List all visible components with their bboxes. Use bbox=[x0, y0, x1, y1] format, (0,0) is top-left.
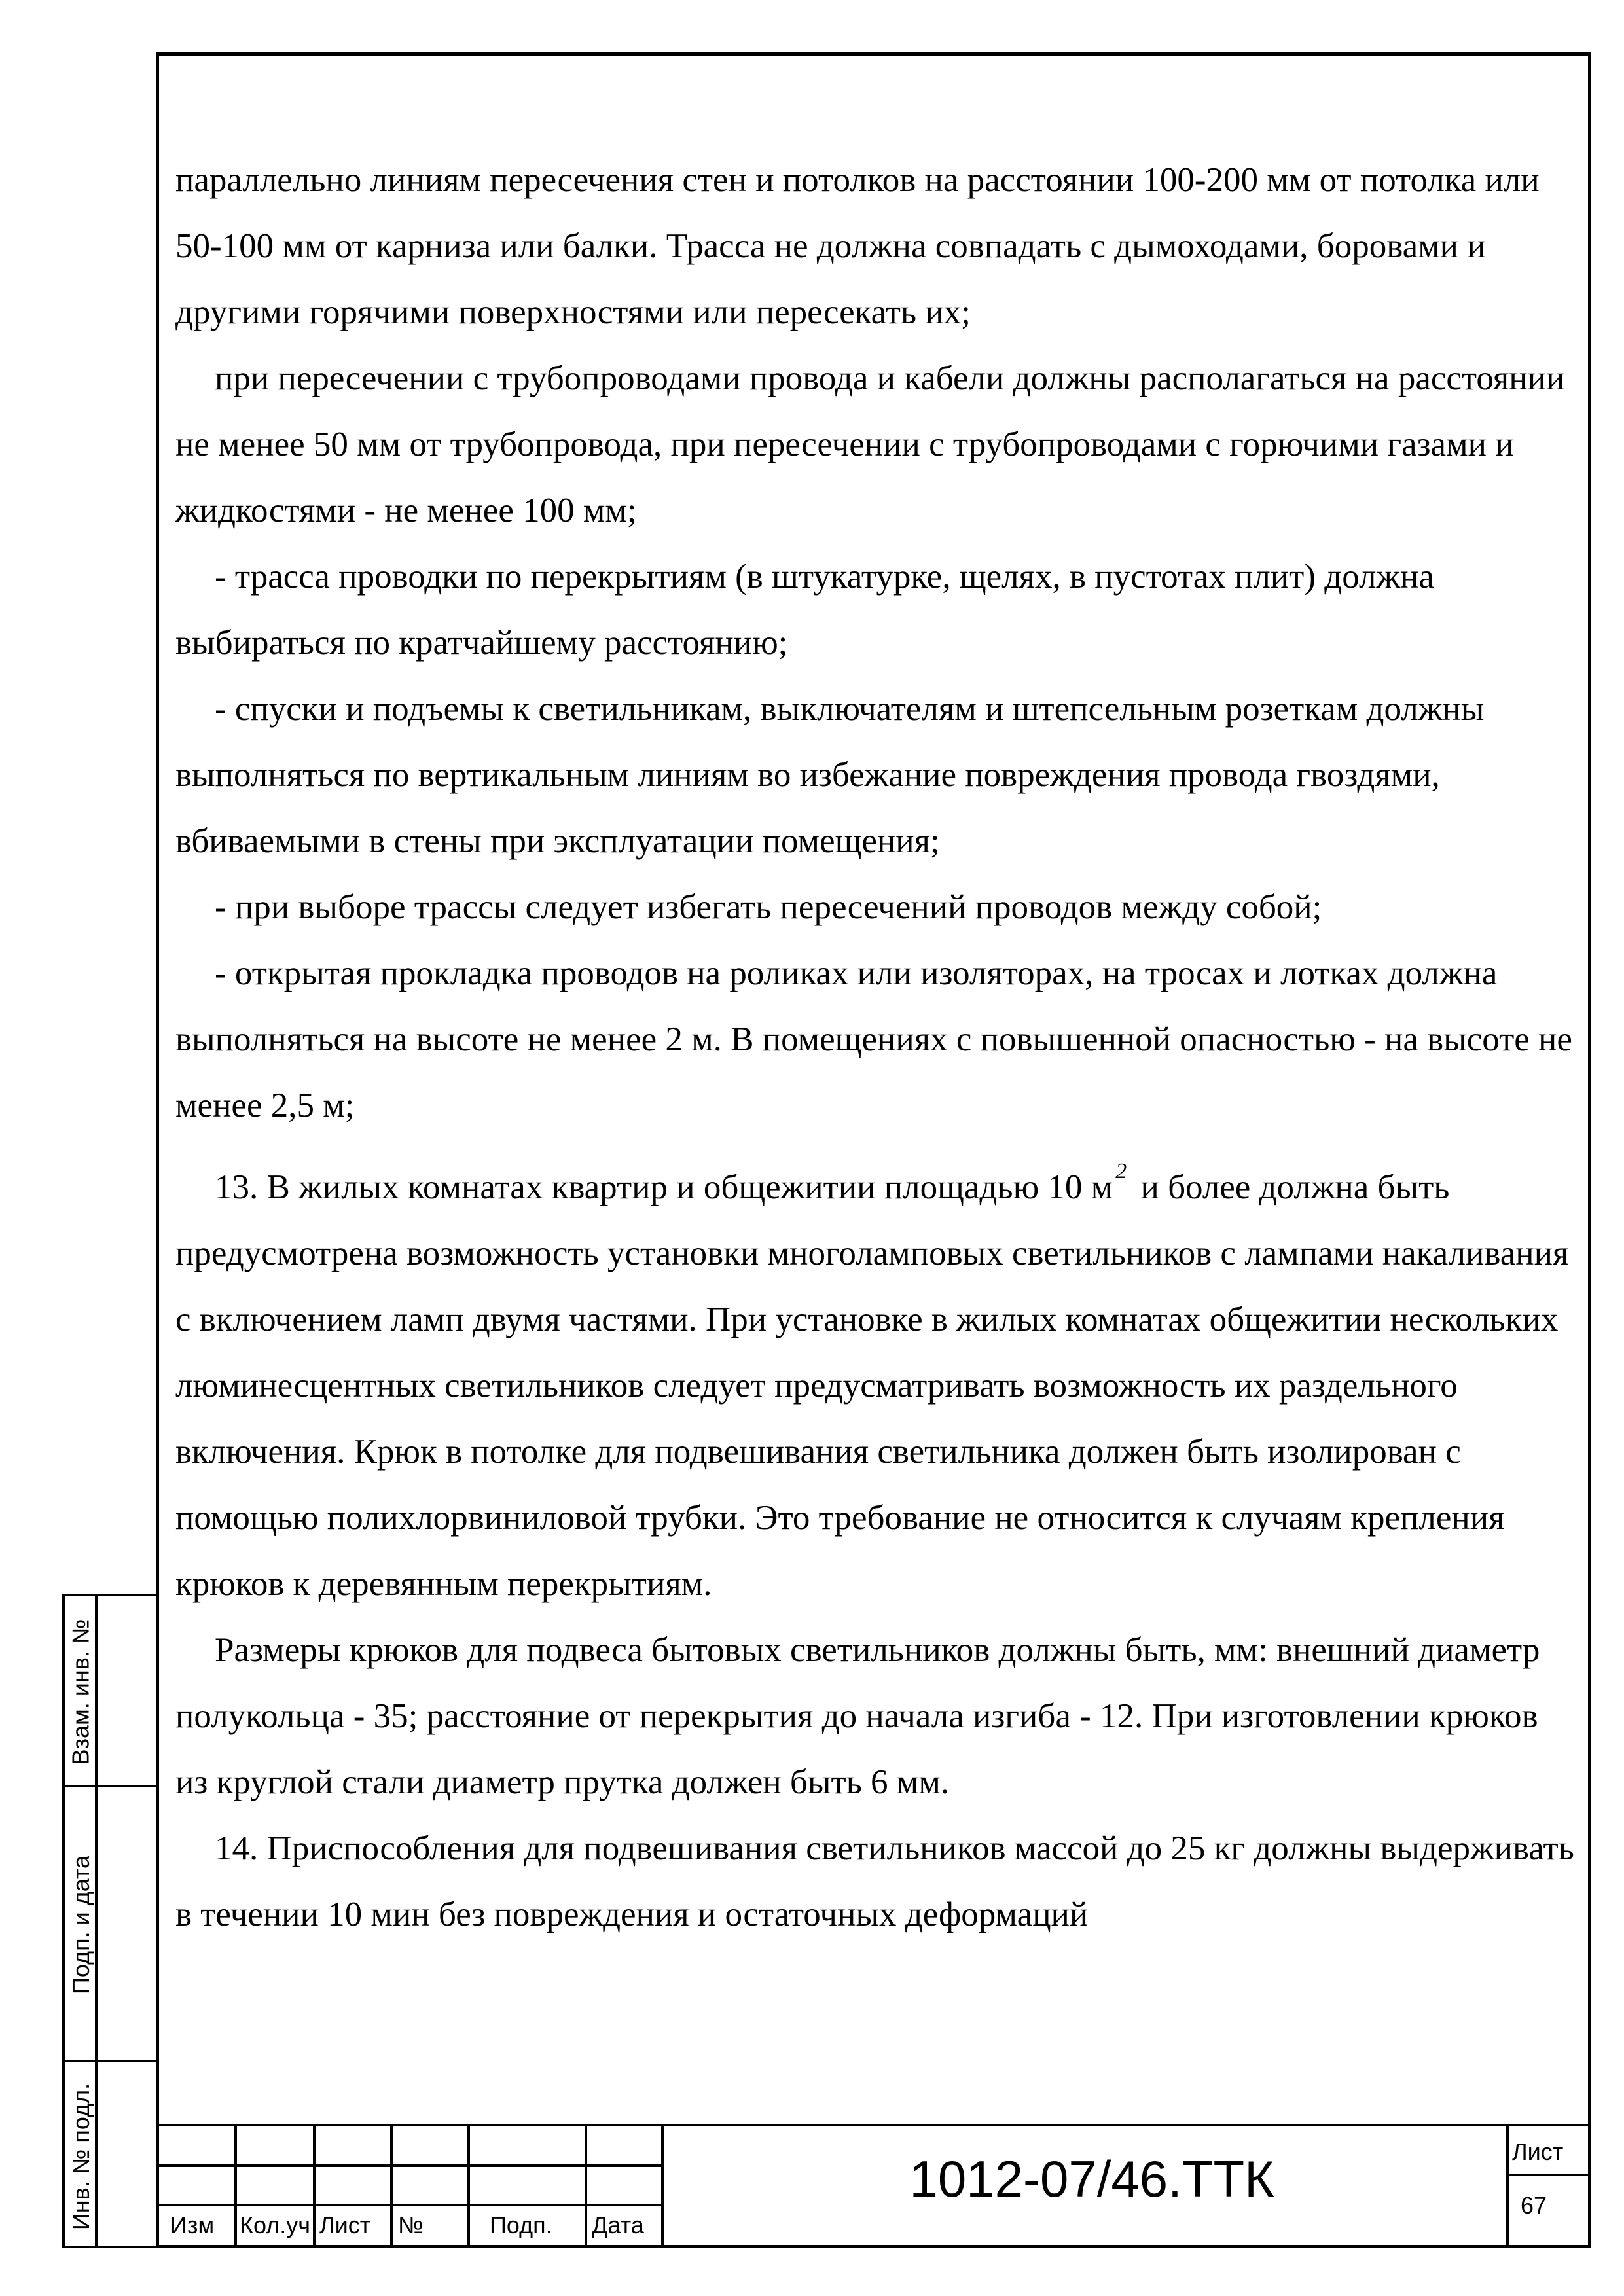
grid-line bbox=[467, 2126, 470, 2248]
paragraph: - при выборе трассы следует избегать пересечений проводов между собой; bbox=[215, 888, 1322, 926]
paragraph: параллельно линиям пересечения стен и потолков на расстоянии 100-200 мм от потолка или 50-100 мм от карниза или балки. Трасса не должна совпадать с дымоходами, боровами и другими горячими поверхностями или пересекать их; bbox=[175, 161, 1540, 331]
paragraph: - трасса проводки по перекрытиям (в штукатурке, щелях, в пустотах плит) должна выбираться по кратчайшему расстоянию; bbox=[175, 558, 1434, 662]
sheet-label: Лист bbox=[1512, 2138, 1564, 2165]
paragraph-hook-sizes: Размеры крюков для подвеса бытовых светильников должны быть, мм: внешний диаметр полукольца - 35; расстояние от перекрытия до начала изгиба - 12. При изготовлении крюков из круглой стали диаметр прутка должен быть 6 мм. bbox=[175, 1631, 1540, 1801]
grid-line bbox=[585, 2126, 587, 2248]
podp-data-label: Подп. и дата bbox=[67, 1855, 94, 1995]
paragraph-item-13 bbox=[175, 1155, 1576, 1617]
col-number: № bbox=[398, 2212, 424, 2238]
col-podp: Подп. bbox=[490, 2212, 552, 2238]
title-block bbox=[156, 2124, 1591, 2248]
paragraph-item-14: 14. Приспособления для подвешивания светильников массой до 25 кг должны выдерживать в течении 10 мин без повреждения и остаточных деформаций bbox=[175, 1829, 1574, 1933]
col-izm: Изм bbox=[170, 2212, 215, 2238]
item13-start: 13. В жилых комнатах квартир и общежитии площадью 10 м bbox=[215, 1168, 1113, 1206]
paragraph: - спуски и подъемы к светильникам, выключателям и штепсельным розеткам должны выполняться по вертикальным линиям во избежание повреждения провода гвоздями, вбиваемыми в стены при эксплуатации помещения; bbox=[175, 690, 1485, 860]
inv-podl-label: Инв. № подл. bbox=[67, 2083, 94, 2231]
grid-line bbox=[156, 2164, 661, 2167]
grid-line bbox=[390, 2126, 393, 2248]
grid-line bbox=[156, 2204, 661, 2206]
superscript: 2 bbox=[1115, 1159, 1127, 1184]
document-code: 1012-07/46.ТТК bbox=[909, 2150, 1274, 2208]
paragraph: при пересечении с трубопроводами провода и кабели должны располагаться на расстоянии не менее 50 мм от трубопровода, при пересечении с трубопроводами с горючими газами и жидкостями - не менее 100 мм; bbox=[175, 359, 1565, 529]
col-data: Дата bbox=[592, 2212, 644, 2238]
grid-line bbox=[234, 2126, 237, 2248]
document-body bbox=[175, 147, 1576, 1948]
col-list: Лист bbox=[319, 2212, 371, 2238]
grid-line bbox=[313, 2126, 316, 2248]
sheet-number: 67 bbox=[1521, 2192, 1547, 2219]
col-kol-uch: Кол.уч bbox=[240, 2212, 310, 2238]
side-stamp bbox=[62, 1594, 156, 2248]
vzam-inv-label: Взам. инв. № bbox=[67, 1619, 94, 1765]
item13-rest: и более должна быть предусмотрена возможность установки многоламповых светильников с лампами накаливания с включением ламп двумя частями. При установке в жилых комнатах общежитии нескольких люминесцентных светильников следует предусматривать возможность их раздельного включения. Крюк в потолке для подвешивания светильника должен быть изолирован с помощью полихлорвиниловой трубки. Это требование не относится к случаям крепления крюков к деревянным перекрытиям. bbox=[175, 1168, 1569, 1603]
paragraph: - открытая прокладка проводов на роликах или изоляторах, на тросах и лотках должна выполняться на высоте не менее 2 м. В помещениях с повышенной опасностью - на высоте не менее 2,5 м; bbox=[175, 954, 1572, 1124]
